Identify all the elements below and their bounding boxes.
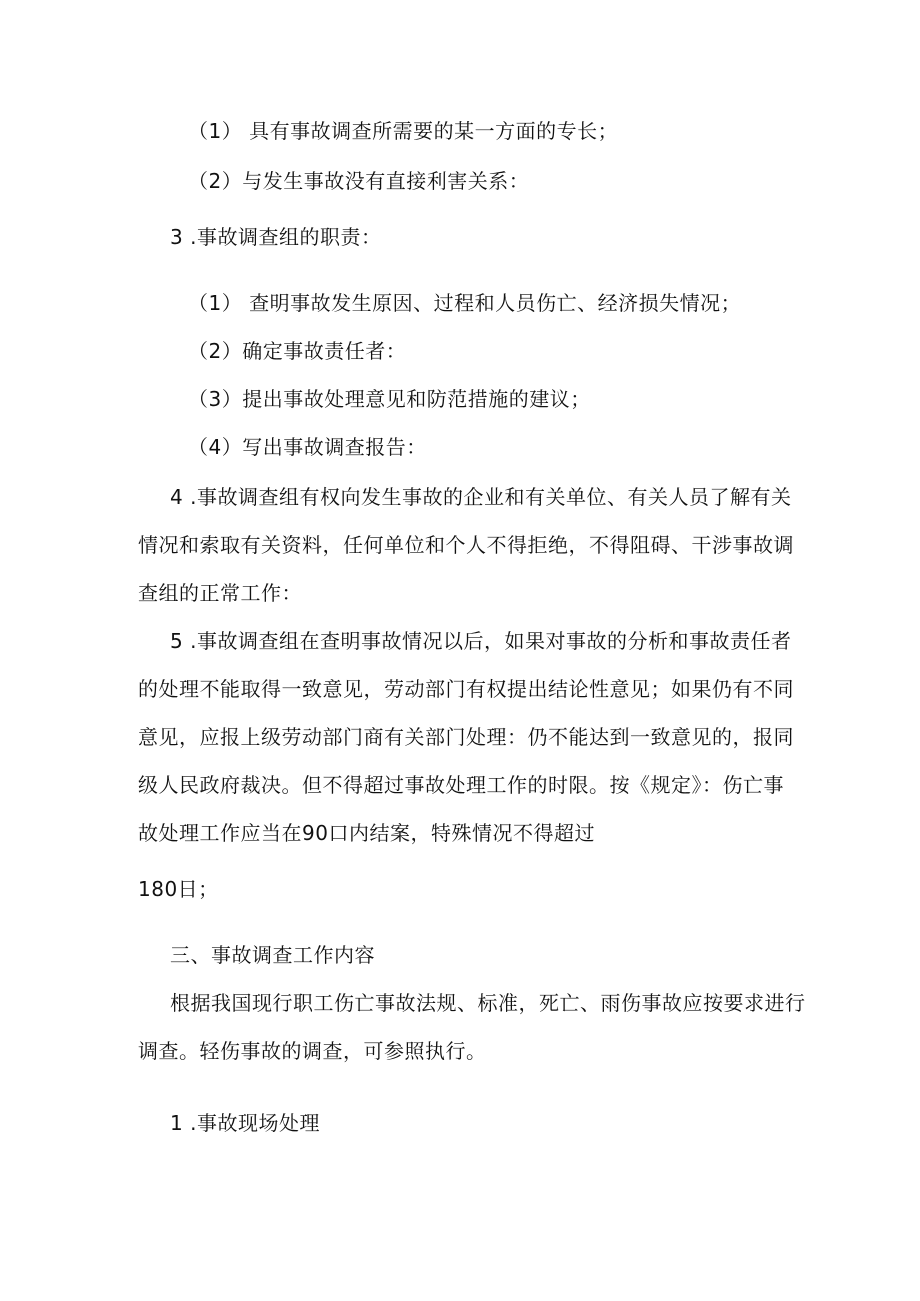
part-3-heading: 三、事故调查工作内容: [170, 943, 375, 967]
section-5-line-5: 故处理工作应当在90口内结案，特殊情况不得超过: [138, 821, 595, 845]
section-5-line-3: 意见，应报上级劳动部门商有关部门处理：仍不能达到一致意见的，报同: [138, 725, 794, 749]
part-3-intro-line-2: 调查。轻伤事故的调查，可参照执行。: [138, 1039, 487, 1063]
section-5-line-1: 5 .事故调查组在查明事故情况以后，如果对事故的分析和事故责任者: [170, 629, 792, 653]
subsection-1-title: 1 .事故现场处理: [170, 1111, 320, 1135]
part-3-intro-line-1: 根据我国现行职工伤亡事故法规、标准，死亡、雨伤事故应按要求进行: [170, 991, 806, 1015]
duty-item-1: （1） 查明事故发生原因、过程和人员伤亡、经济损失情况；: [188, 291, 742, 315]
section-4-line-2: 情况和索取有关资料，任何单位和个人不得拒绝，不得阻碍、干涉事故调: [138, 533, 794, 557]
duty-item-2: （2）确定事故责任者：: [188, 339, 407, 363]
requirement-item-1: （1） 具有事故调查所需要的某一方面的专长；: [188, 119, 619, 143]
section-4-line-1: 4 .事故调查组有权向发生事故的企业和有关单位、有关人员了解有关: [170, 485, 792, 509]
requirement-item-2: （2）与发生事故没有直接利害关系：: [188, 169, 530, 193]
duty-item-3: （3）提出事故处理意见和防范措施的建议；: [188, 387, 591, 411]
section-5-tail: 180日；: [138, 877, 219, 901]
section-3-title: 3 .事故调查组的职责：: [170, 225, 382, 249]
section-4-line-3: 查组的正常工作：: [138, 581, 302, 605]
section-5-line-4: 级人民政府裁决。但不得超过事故处理工作的时限。按《规定》：伤亡事: [138, 773, 784, 797]
section-5-line-2: 的处理不能取得一致意见，劳动部门有权提出结论性意见；如果仍有不同: [138, 677, 794, 701]
duty-item-4: （4）写出事故调查报告：: [188, 435, 427, 459]
